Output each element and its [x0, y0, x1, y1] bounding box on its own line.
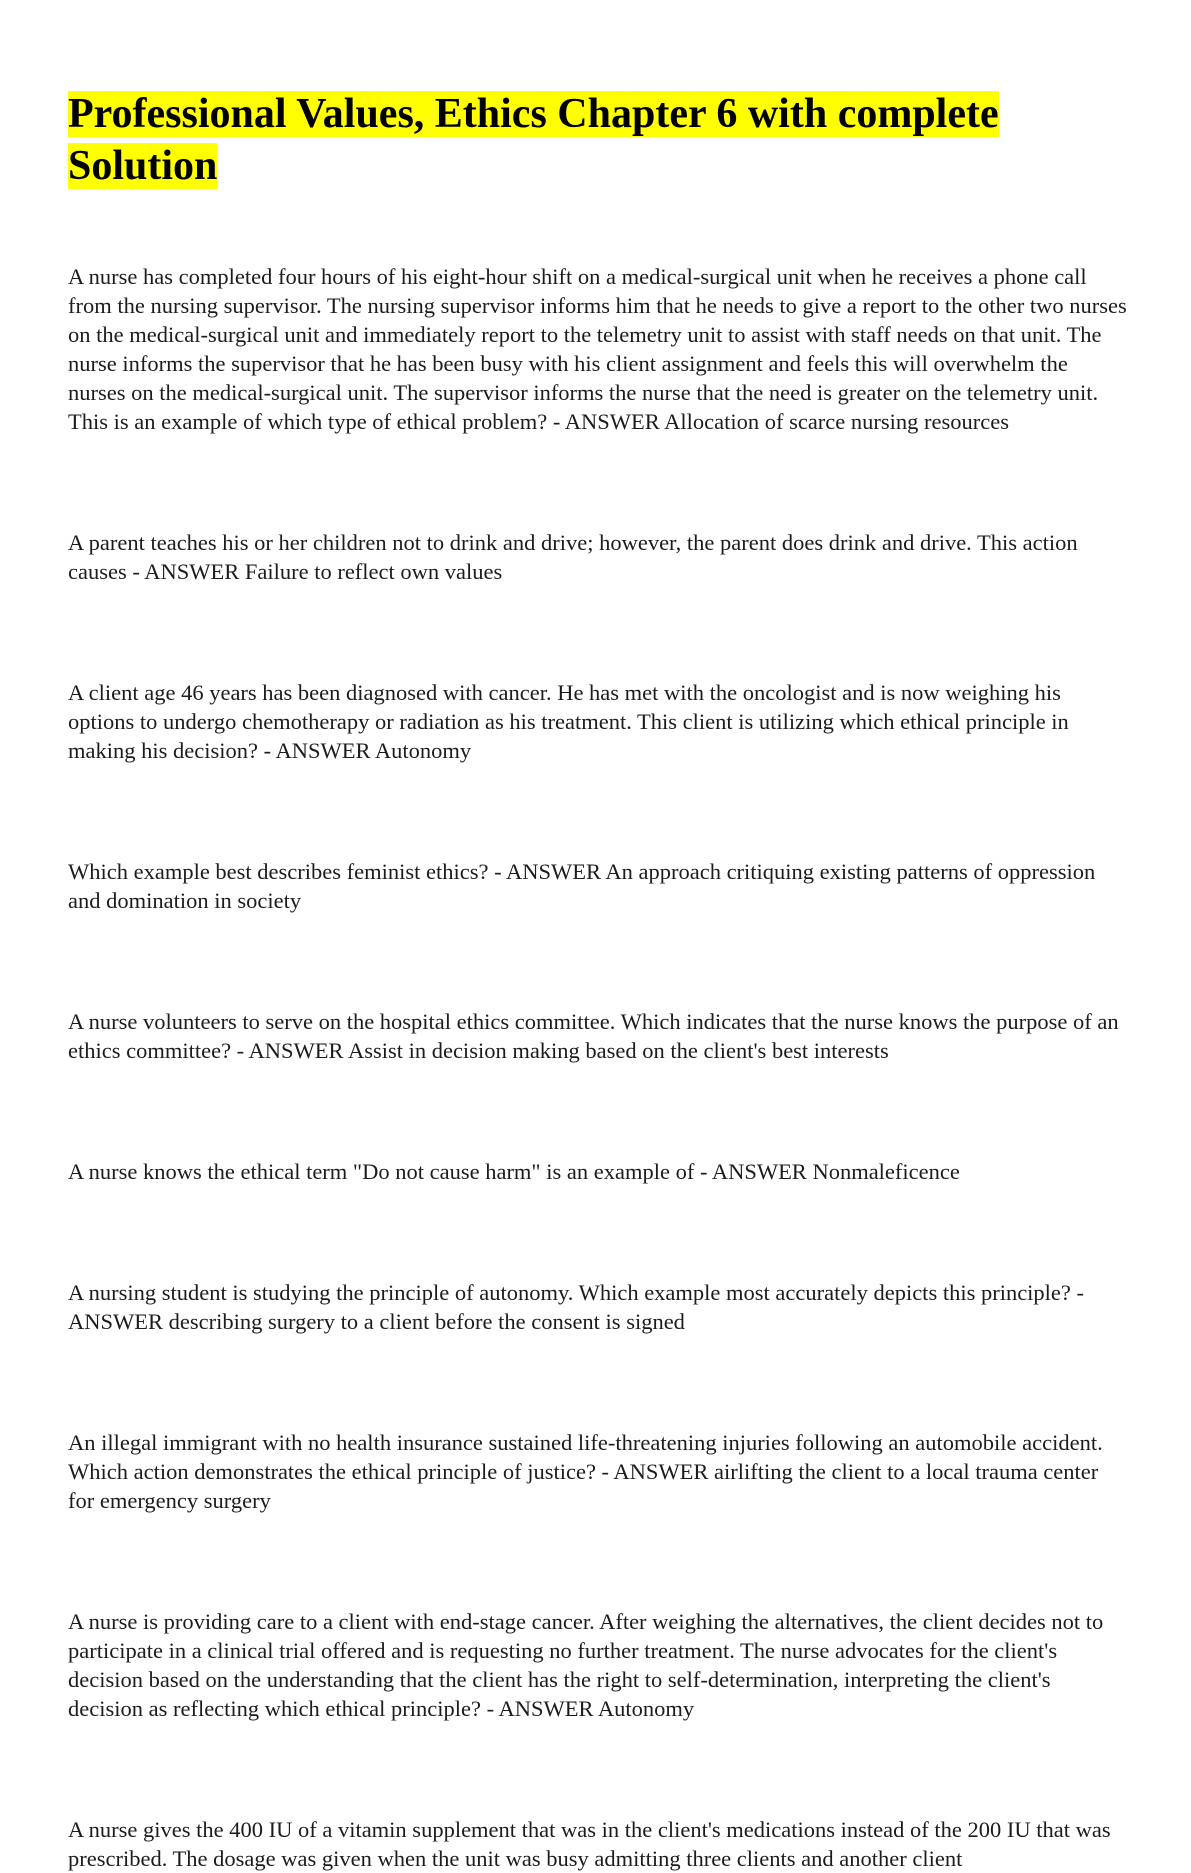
question-answer-list	[68, 262, 1128, 1873]
title-line-1: Professional Values, Ethics Chapter 6 with complete	[68, 91, 999, 137]
qa-item-6: A nurse knows the ethical term "Do not cause harm" is an example of - ANSWER Nonmaleficence	[68, 1159, 960, 1184]
document-title	[68, 88, 1128, 192]
qa-item-2: A parent teaches his or her children not to drink and drive; however, the parent does drink and drive. This action causes - ANSWER Failure to reflect own values	[68, 530, 1078, 584]
qa-item-1: A nurse has completed four hours of his eight-hour shift on a medical-surgical unit when he receives a phone call from the nursing supervisor. The nursing supervisor informs him that he needs to give a report to the other two nurses on the medical-surgical unit and immediately report to the telemetry unit to assist with staff needs on that unit. The nurse informs the supervisor that he has been busy with his client assignment and feels this will overwhelm the nurses on the medical-surgical unit. The supervisor informs the nurse that the need is greater on the telemetry unit. This is an example of which type of ethical problem? - ANSWER Allocation of scarce nursing resources	[68, 264, 1127, 434]
qa-item-5: A nurse volunteers to serve on the hospital ethics committee. Which indicates that the nurse knows the purpose of an ethics committee? - ANSWER Assist in decision making based on the client's best interests	[68, 1009, 1119, 1063]
qa-item-8: An illegal immigrant with no health insurance sustained life-threatening injuries following an automobile accident. Which action demonstrates the ethical principle of justice? - ANSWER airlifting the client to a local trauma center for emergency surgery	[68, 1430, 1103, 1513]
title-line-2: Solution	[68, 143, 218, 189]
qa-item-4: Which example best describes feminist ethics? - ANSWER An approach critiquing existing patterns of oppression and domination in society	[68, 859, 1096, 913]
qa-item-10: A nurse gives the 400 IU of a vitamin supplement that was in the client's medications instead of the 200 IU that was prescribed. The dosage was given when the unit was busy admitting three clients and another client	[68, 1817, 1111, 1871]
qa-item-3: A client age 46 years has been diagnosed with cancer. He has met with the oncologist and is now weighing his options to undergo chemotherapy or radiation as his treatment. This client is utilizing which ethical principle in making his decision? - ANSWER Autonomy	[68, 680, 1069, 763]
qa-item-9: A nurse is providing care to a client with end-stage cancer. After weighing the alternatives, the client decides not to participate in a clinical trial offered and is requesting no further treatment. The nurse advocates for the client's decision based on the understanding that the client has the right to self-determination, interpreting the client's decision as reflecting which ethical principle? - ANSWER Autonomy	[68, 1609, 1104, 1721]
document-page	[68, 88, 1128, 1873]
qa-item-7: A nursing student is studying the principle of autonomy. Which example most accurately depicts this principle? - ANSWER describing surgery to a client before the consent is signed	[68, 1280, 1085, 1334]
